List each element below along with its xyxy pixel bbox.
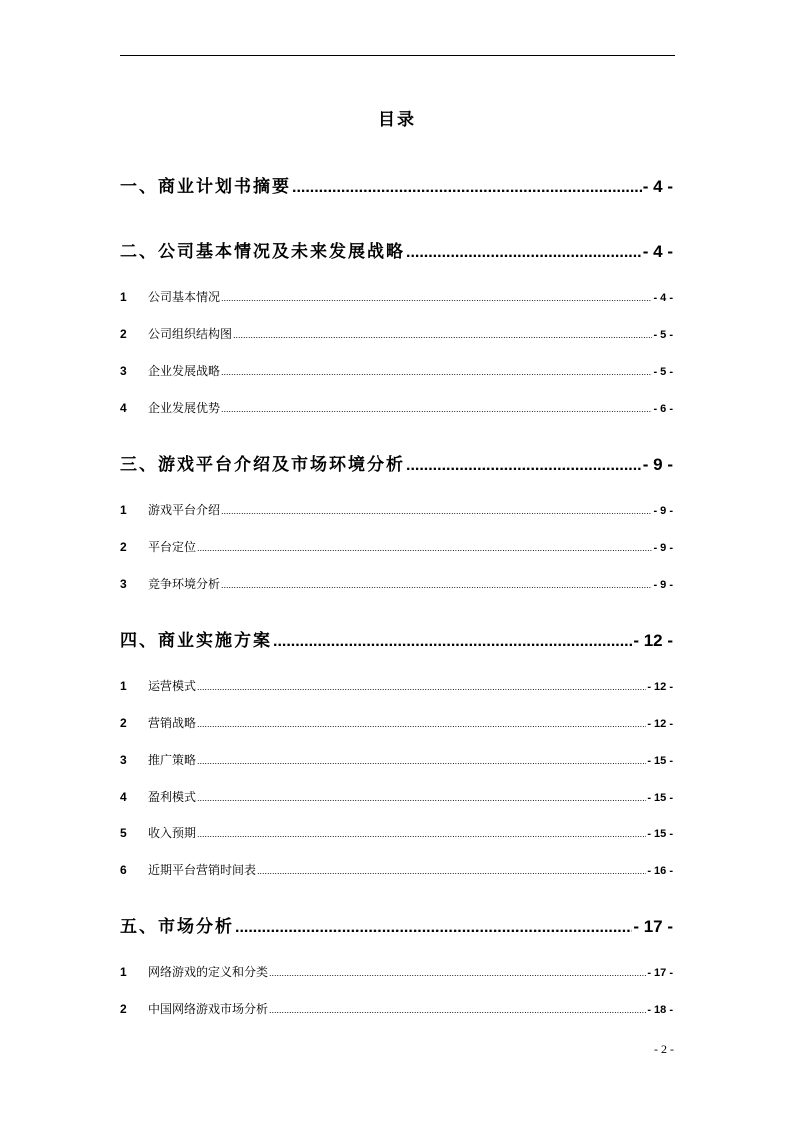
header-rule xyxy=(120,55,675,56)
toc-entry[interactable] xyxy=(120,626,673,651)
toc-entry-page: - 18 - xyxy=(647,1004,673,1016)
toc-entry-page: - 4 - xyxy=(642,242,673,261)
toc-entry-label: 四、商业实施方案 xyxy=(120,631,272,651)
toc-entry-label: 企业发展战略 xyxy=(148,364,221,378)
toc-entry[interactable] xyxy=(120,575,673,592)
toc-entry-page: - 15 - xyxy=(647,792,673,804)
toc-entry-label: 公司组织结构图 xyxy=(148,327,233,341)
page-number: - 2 - xyxy=(654,1042,674,1056)
toc-entry-label: 运营模式 xyxy=(148,679,197,693)
toc-entry-number: 1 xyxy=(120,503,127,517)
dot-leader xyxy=(269,968,646,978)
toc-entry[interactable] xyxy=(120,824,673,841)
toc-entry-label: 三、游戏平台介绍及市场环境分析 xyxy=(120,455,405,475)
toc-entry-number: 2 xyxy=(120,540,127,554)
toc-entry[interactable] xyxy=(120,237,673,262)
toc-entry-number: 3 xyxy=(120,364,127,378)
dot-leader xyxy=(221,580,652,590)
toc-entry-number: 5 xyxy=(120,826,127,840)
toc-entry-label: 推广策略 xyxy=(148,753,197,767)
dot-leader xyxy=(197,756,646,766)
toc-entry-number: 4 xyxy=(120,790,127,804)
toc-entry-label: 盈利模式 xyxy=(148,790,197,804)
dot-leader xyxy=(221,506,652,516)
dot-leader xyxy=(197,719,646,729)
dot-leader xyxy=(233,330,652,340)
toc-entry[interactable] xyxy=(120,450,673,475)
toc-entry-label: 企业发展优势 xyxy=(148,401,221,415)
toc-title: 目录 xyxy=(378,110,416,130)
toc-entry-number: 3 xyxy=(120,753,127,767)
toc-entry-label: 营销战略 xyxy=(148,716,197,730)
toc-entry[interactable] xyxy=(120,172,673,197)
toc-entry[interactable] xyxy=(120,714,673,731)
dot-leader xyxy=(197,793,646,803)
toc-entry-number: 1 xyxy=(120,965,127,979)
toc-entry-page: - 9 - xyxy=(642,455,673,474)
dot-leader xyxy=(221,293,652,303)
toc-entry-page: - 17 - xyxy=(647,967,673,979)
dot-leader xyxy=(235,919,632,937)
toc-entry-label: 公司基本情况 xyxy=(148,290,221,304)
toc-entry-number: 3 xyxy=(120,577,127,591)
toc-entry-page: - 15 - xyxy=(647,828,673,840)
toc-entry[interactable] xyxy=(120,788,673,805)
toc-entry-label: 一、商业计划书摘要 xyxy=(120,177,291,197)
toc-entry-label: 中国网络游戏市场分析 xyxy=(148,1002,269,1016)
toc-entry-page: - 12 - xyxy=(633,631,673,650)
dot-leader xyxy=(406,244,642,262)
toc-entry-number: 1 xyxy=(120,290,127,304)
toc-entry[interactable] xyxy=(120,538,673,555)
toc-entry-number: 6 xyxy=(120,863,127,877)
toc-entry-page: - 17 - xyxy=(633,917,673,936)
toc-entry-label: 收入预期 xyxy=(148,826,197,840)
toc-entry[interactable] xyxy=(120,288,673,305)
toc-entry-label: 竞争环境分析 xyxy=(148,577,221,591)
toc-entry[interactable] xyxy=(120,751,673,768)
toc-entry-number: 1 xyxy=(120,679,127,693)
dot-leader xyxy=(197,543,652,553)
toc-entry-page: - 16 - xyxy=(647,865,673,877)
dot-leader xyxy=(406,457,642,475)
toc-entry-label: 五、市场分析 xyxy=(120,917,234,937)
toc-entry-label: 游戏平台介绍 xyxy=(148,503,221,517)
toc-entry-page: - 12 - xyxy=(647,718,673,730)
toc-entry-page: - 9 - xyxy=(653,542,673,554)
toc-entry[interactable] xyxy=(120,501,673,518)
toc-entry-page: - 15 - xyxy=(647,755,673,767)
toc-entry-page: - 5 - xyxy=(653,329,673,341)
toc-entry-number: 2 xyxy=(120,327,127,341)
toc-entry[interactable] xyxy=(120,861,673,878)
toc-entry[interactable] xyxy=(120,399,673,416)
dot-leader xyxy=(221,404,652,414)
toc-entry-label: 二、公司基本情况及未来发展战略 xyxy=(120,242,405,262)
toc-entry-label: 平台定位 xyxy=(148,540,197,554)
toc-entry-page: - 4 - xyxy=(642,177,673,196)
toc-entry-number: 4 xyxy=(120,401,127,415)
toc-entry[interactable] xyxy=(120,1000,673,1017)
toc-entry-page: - 9 - xyxy=(653,579,673,591)
toc-entry-page: - 5 - xyxy=(653,366,673,378)
toc-entry[interactable] xyxy=(120,325,673,342)
dot-leader xyxy=(269,1005,646,1015)
toc-entry-number: 2 xyxy=(120,1002,127,1016)
toc-entry[interactable] xyxy=(120,963,673,980)
dot-leader xyxy=(273,633,632,651)
toc-entry-page: - 12 - xyxy=(647,681,673,693)
toc-entry-page: - 6 - xyxy=(653,403,673,415)
dot-leader xyxy=(221,367,652,377)
toc-entry-number: 2 xyxy=(120,716,127,730)
toc-entry[interactable] xyxy=(120,362,673,379)
toc-entry-page: - 4 - xyxy=(653,292,673,304)
toc-entry-label: 近期平台营销时间表 xyxy=(148,863,257,877)
toc-entry-label: 网络游戏的定义和分类 xyxy=(148,965,269,979)
dot-leader xyxy=(197,829,646,839)
toc-entry[interactable] xyxy=(120,677,673,694)
dot-leader xyxy=(197,682,646,692)
dot-leader xyxy=(292,179,642,197)
dot-leader xyxy=(257,866,646,876)
toc-entry-page: - 9 - xyxy=(653,505,673,517)
toc-entry[interactable] xyxy=(120,912,673,937)
